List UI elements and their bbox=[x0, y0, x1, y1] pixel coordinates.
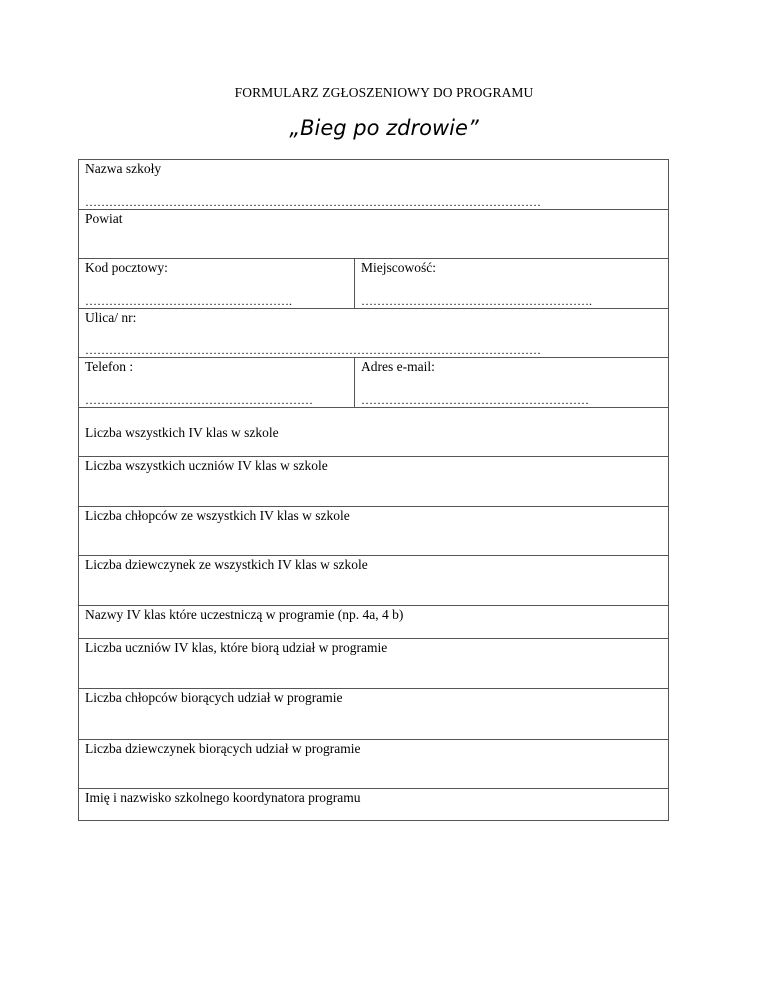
street-dots: …………………………………………………………………………………………………… bbox=[85, 343, 541, 357]
participating-girls-label: Liczba dziewczynek biorących udział w programie bbox=[85, 741, 361, 756]
total-girls-field[interactable] bbox=[79, 556, 669, 605]
street-field[interactable] bbox=[79, 309, 669, 357]
postal-code-field[interactable] bbox=[79, 259, 355, 308]
row-postal-city bbox=[79, 259, 669, 309]
application-form bbox=[78, 159, 669, 821]
phone-field[interactable] bbox=[79, 358, 355, 407]
participating-boys-field[interactable] bbox=[79, 689, 669, 739]
phone-dots: ………………………………………………… bbox=[85, 393, 313, 407]
county-field[interactable] bbox=[79, 210, 669, 258]
program-name: „Bieg po zdrowie” bbox=[289, 116, 479, 140]
participating-boys-label: Liczba chłopców biorących udział w programie bbox=[85, 690, 343, 705]
row-street bbox=[79, 309, 669, 358]
email-dots: ………………………………………………… bbox=[361, 393, 589, 407]
row-class-names bbox=[79, 606, 669, 639]
participating-students-label: Liczba uczniów IV klas, które biorą udział w programie bbox=[85, 640, 388, 655]
street-label: Ulica/ nr: bbox=[85, 310, 137, 325]
row-school-name bbox=[79, 160, 669, 210]
row-total-classes bbox=[79, 408, 669, 457]
phone-label: Telefon : bbox=[85, 359, 134, 374]
class-names-field[interactable] bbox=[79, 606, 669, 638]
row-participating-girls bbox=[79, 740, 669, 789]
postal-code-dots: ……………………………………………. bbox=[85, 294, 292, 308]
total-classes-field[interactable] bbox=[79, 408, 669, 456]
total-girls-label: Liczba dziewczynek ze wszystkich IV klas w szkole bbox=[85, 557, 368, 572]
postal-code-label: Kod pocztowy: bbox=[85, 260, 168, 275]
row-phone-email bbox=[79, 358, 669, 408]
row-total-boys bbox=[79, 507, 669, 556]
participating-girls-field[interactable] bbox=[79, 740, 669, 788]
city-field[interactable] bbox=[355, 259, 669, 308]
email-field[interactable] bbox=[355, 358, 669, 407]
email-label: Adres e-mail: bbox=[361, 359, 435, 374]
coordinator-label: Imię i nazwisko szkolnego koordynatora programu bbox=[85, 790, 361, 805]
row-total-students bbox=[79, 457, 669, 507]
class-names-label: Nazwy IV klas które uczestniczą w programie (np. 4a, 4 b) bbox=[85, 607, 404, 622]
school-name-dots: …………………………………………………………………………………………………… bbox=[85, 195, 541, 209]
total-students-label: Liczba wszystkich uczniów IV klas w szkole bbox=[85, 458, 328, 473]
total-students-field[interactable] bbox=[79, 457, 669, 506]
total-boys-field[interactable] bbox=[79, 507, 669, 555]
school-name-label: Nazwa szkoły bbox=[85, 161, 162, 176]
total-boys-label: Liczba chłopców ze wszystkich IV klas w szkole bbox=[85, 508, 350, 523]
coordinator-field[interactable] bbox=[79, 789, 669, 820]
school-name-field[interactable] bbox=[79, 160, 669, 209]
row-coordinator bbox=[79, 789, 669, 821]
participating-students-field[interactable] bbox=[79, 639, 669, 688]
row-participating-students bbox=[79, 639, 669, 689]
county-label: Powiat bbox=[85, 211, 123, 226]
city-dots: …………………………………………………. bbox=[361, 294, 592, 308]
row-total-girls bbox=[79, 556, 669, 606]
total-classes-label: Liczba wszystkich IV klas w szkole bbox=[85, 425, 279, 440]
form-title: FORMULARZ ZGŁOSZENIOWY DO PROGRAMU bbox=[234, 85, 534, 100]
city-label: Miejscowość: bbox=[361, 260, 436, 275]
row-county bbox=[79, 210, 669, 259]
row-participating-boys bbox=[79, 689, 669, 740]
